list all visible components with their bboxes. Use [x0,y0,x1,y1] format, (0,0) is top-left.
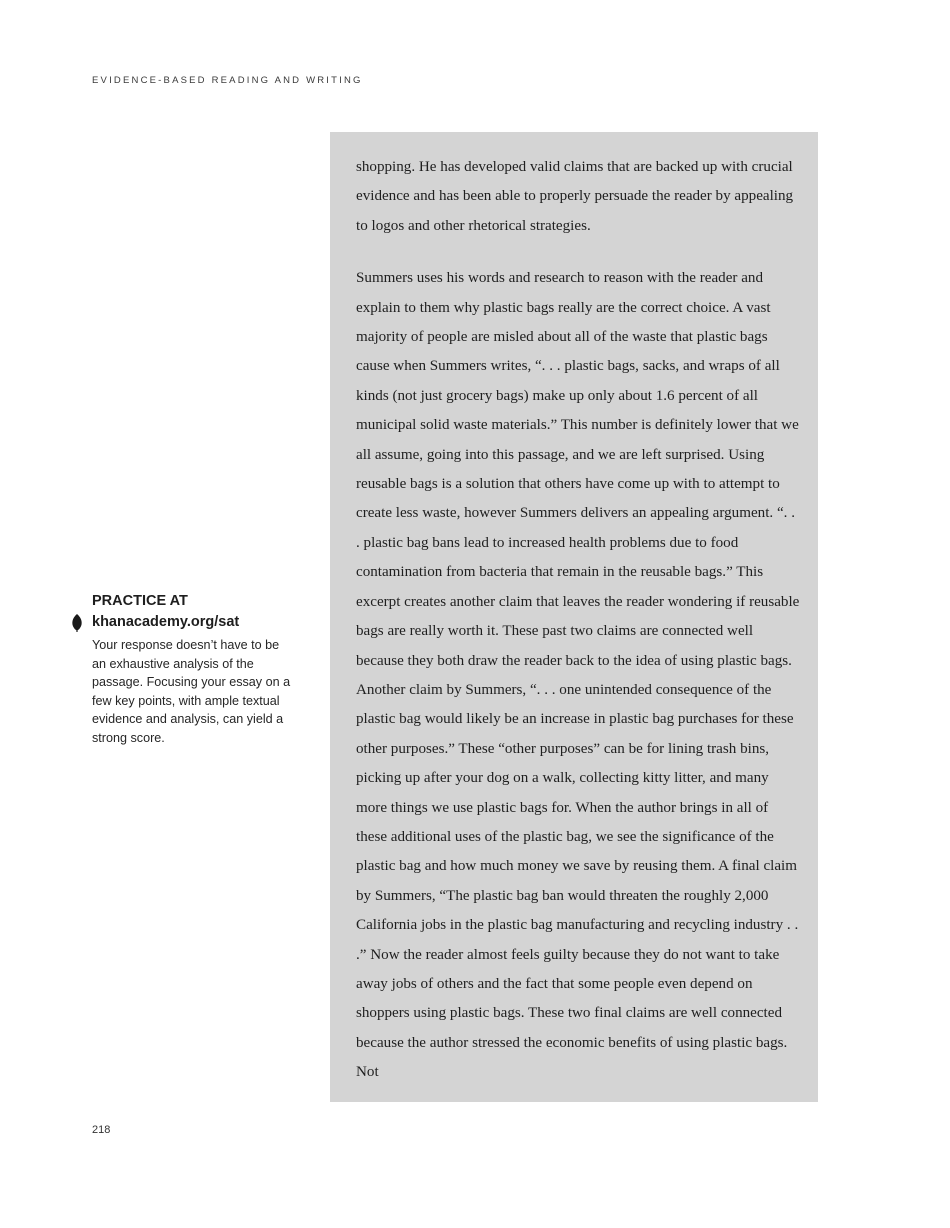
page-number: 218 [92,1124,111,1136]
essay-paragraph: Summers uses his words and research to reason with the reader and explain to them why plastic bags really are the correct choice. A vast majority of people are misled about all of the waste that plastic bags cause when Summers writes, “. . . plastic bags, sacks, and wraps of all kinds (not just grocery bags) make up only about 1.6 percent of all municipal solid waste materials.” This number is definitely lower that we all assume, going into this passage, and we are left surprised. Using reusable bags is a solution that others have come up with to attempt to create less waste, however Summers delivers an appealing argument. “. . . plastic bag bans lead to increased health problems due to food contamination from bacteria that remain in the reusable bags.” This excerpt creates another claim that leaves the reader wondering if reusable bags are really worth it. These past two claims are connected well because they both draw the reader back to the idea of using plastic bags. Another claim by Summers, “. . . one unintended consequence of the plastic bag would likely be an increase in plastic bag purchases for these other purposes.” These “other purposes” can be for lining trash bins, picking up after your dog on a walk, collecting kitty litter, and many more things we use plastic bags for. When the author brings in all of these additional uses of the plastic bag, we see the significance of the plastic bag and how much money we save by reusing them. A final claim by Summers, “The plastic bag ban would threaten the roughly 2,000 California jobs in the plastic bag manufacturing and recycling industry . . .” Now the reader almost feels guilty because they do not want to take away jobs of others and the fact that some people even depend on shoppers using plastic bags. These two final claims are well connected because the author stressed the economic benefits of using plastic bags. Not [356,270,800,1081]
leaf-icon [71,614,83,632]
practice-title: PRACTICE AT [92,593,188,609]
running-head: EVIDENCE-BASED READING AND WRITING [92,75,363,86]
practice-sidebar [92,591,292,747]
khan-academy-link[interactable]: khanacademy.org/sat [92,614,240,630]
essay-paragraph: shopping. He has developed valid claims that are backed up with crucial evidence and has been able to properly persuade the reader by appealing to logos and other rhetorical strategies. [356,159,794,234]
sample-essay-box [330,132,818,1102]
practice-tip-text: Your response doesn’t have to be an exhaustive analysis of the passage. Focusing your essay on a few key points, with ample textual evidence and analysis, can yield a strong score. [92,638,291,745]
practice-link-row [92,612,292,633]
